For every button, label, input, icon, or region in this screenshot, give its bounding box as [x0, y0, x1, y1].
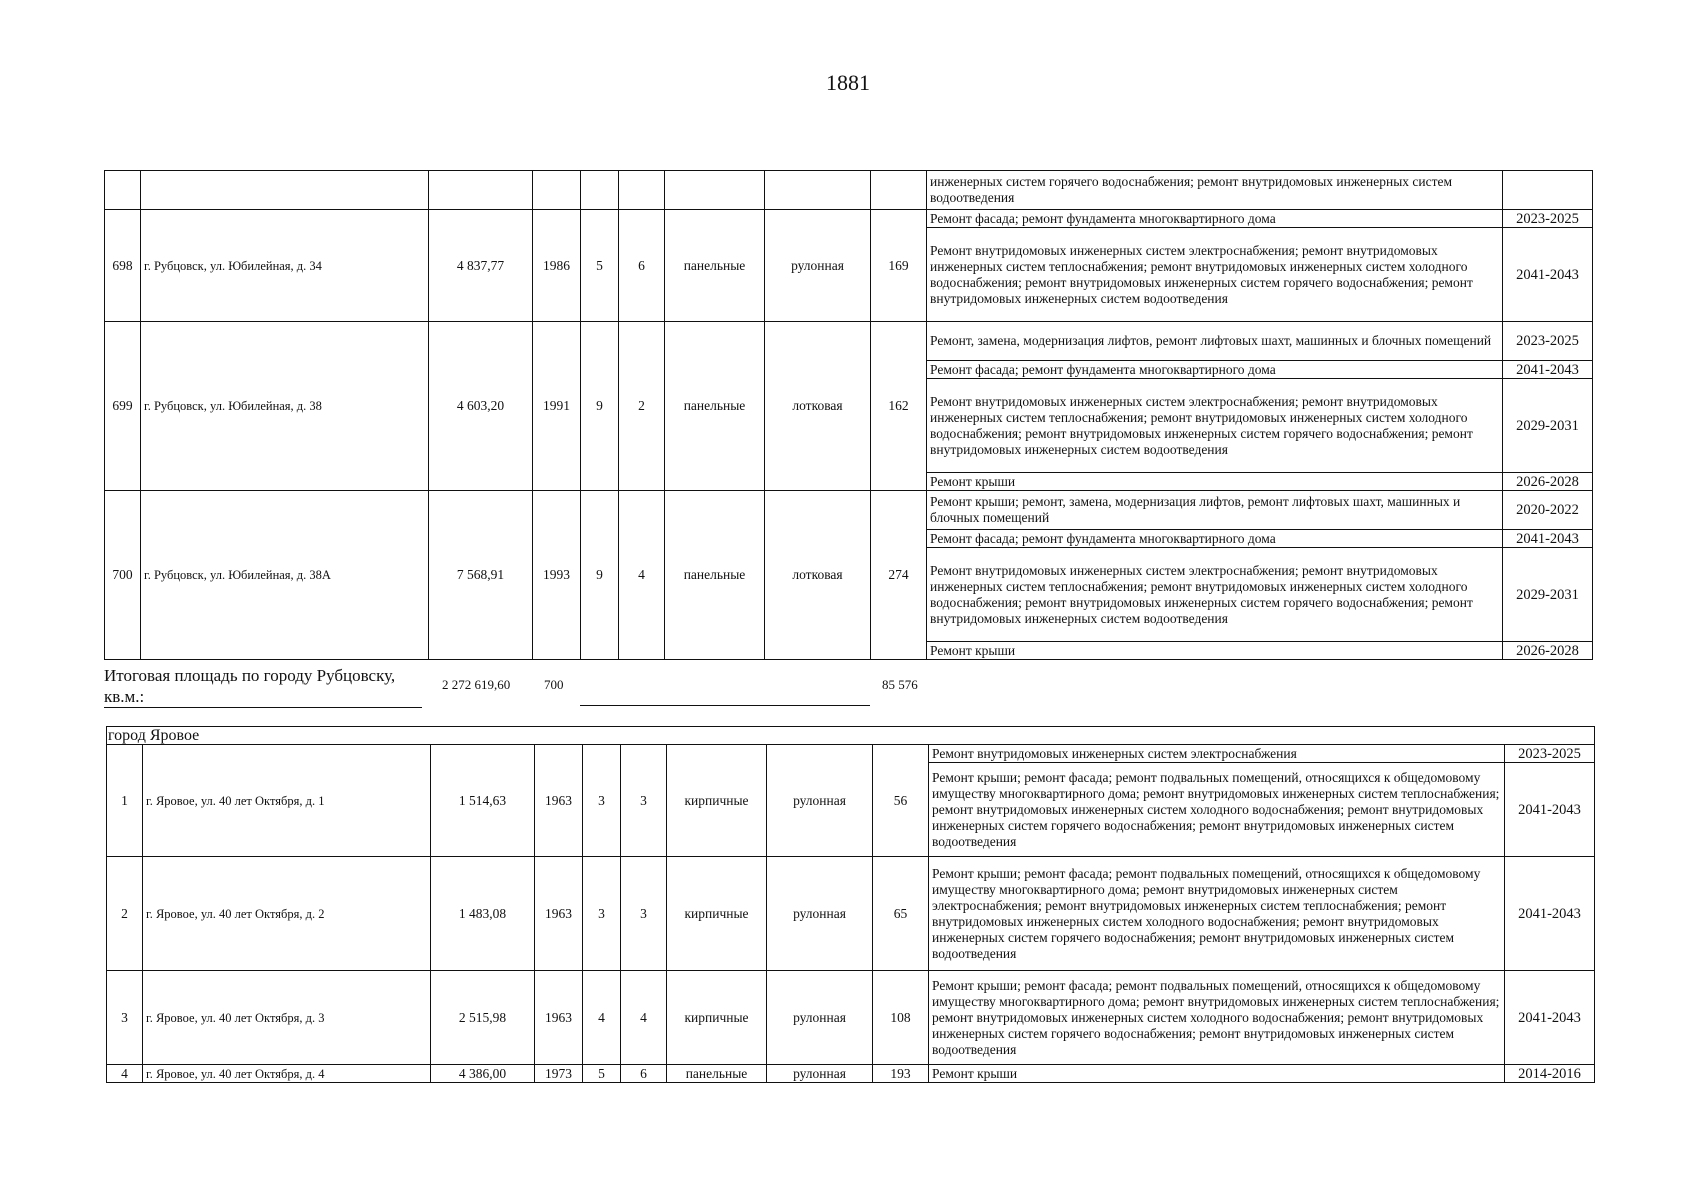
- work-years: 2020-2022: [1503, 491, 1593, 530]
- work-years: 2041-2043: [1505, 971, 1595, 1065]
- work-description: Ремонт фасада; ремонт фундамента многоквартирного дома: [927, 530, 1503, 548]
- work-years: 2023-2025: [1503, 322, 1593, 361]
- table-row: [105, 491, 1593, 530]
- address-cell: г. Яровое, ул. 40 лет Октября, д. 1: [143, 745, 431, 857]
- cell-empty: [665, 171, 765, 210]
- area-cell: 1 514,63: [431, 745, 535, 857]
- work-description: Ремонт внутридомовых инженерных систем электроснабжения; ремонт внутридомовых инженерных систем теплоснабжения; ремонт внутридомовых инженерных систем холодного водоснабжения; ремонт внутридомовых инженерных систем горячего водоснабжения; ремонт внутридомовых инженерных систем водоотведения: [927, 379, 1503, 473]
- work-years: 2041-2043: [1503, 530, 1593, 548]
- summary-label: Итоговая площадь по городу Рубцовску, кв.м.:: [104, 665, 422, 708]
- work-years: [1503, 171, 1593, 210]
- work-description: Ремонт фасада; ремонт фундамента многоквартирного дома: [927, 210, 1503, 228]
- floors-cell: 9: [581, 322, 619, 491]
- entrances-cell: 3: [621, 745, 667, 857]
- floors-cell: 4: [583, 971, 621, 1065]
- roof-type-cell: рулонная: [765, 210, 871, 322]
- year-built-cell: 1991: [533, 322, 581, 491]
- floors-cell: 5: [583, 1065, 621, 1083]
- row-number: 700: [105, 491, 141, 660]
- area-cell: 4 386,00: [431, 1065, 535, 1083]
- year-built-cell: 1963: [535, 745, 583, 857]
- work-years: 2023-2025: [1503, 210, 1593, 228]
- entrances-cell: 2: [619, 322, 665, 491]
- table-row: [105, 322, 1593, 361]
- address-cell: г. Рубцовск, ул. Юбилейная, д. 38: [141, 322, 429, 491]
- work-description: Ремонт фасада; ремонт фундамента многоквартирного дома: [927, 361, 1503, 379]
- work-description: Ремонт крыши; ремонт фасада; ремонт подвальных помещений, относящихся к общедомовому имуществу многоквартирного дома; ремонт внутридомовых инженерных систем теплоснабжения; ремонт внутридомовых инженерных систем холодного водоснабжения; ремонт внутридомовых инженерных систем горячего водоснабжения; ремонт внутридомовых инженерных систем водоотведения: [929, 763, 1505, 857]
- table-row: [107, 1065, 1595, 1083]
- cell-empty: [141, 171, 429, 210]
- entrances-cell: 6: [619, 210, 665, 322]
- row-number: 2: [107, 857, 143, 971]
- city-title: город Яровое: [107, 727, 1595, 745]
- apartments-cell: 108: [873, 971, 929, 1065]
- address-cell: г. Рубцовск, ул. Юбилейная, д. 38А: [141, 491, 429, 660]
- apartments-cell: 169: [871, 210, 927, 322]
- cell-empty: [533, 171, 581, 210]
- year-built-cell: 1973: [535, 1065, 583, 1083]
- roof-type-cell: рулонная: [767, 971, 873, 1065]
- summary-total-area: 2 272 619,60: [442, 677, 511, 692]
- work-years: 2014-2016: [1505, 1065, 1595, 1083]
- work-description: Ремонт, замена, модернизация лифтов, ремонт лифтовых шахт, машинных и блочных помещений: [927, 322, 1503, 361]
- roof-type-cell: рулонная: [767, 745, 873, 857]
- table-row: [105, 171, 1593, 210]
- table-row: [107, 971, 1595, 1065]
- work-description: Ремонт крыши; ремонт фасада; ремонт подвальных помещений, относящихся к общедомовому имуществу многоквартирного дома; ремонт внутридомовых инженерных систем теплоснабжения; ремонт внутридомовых инженерных систем холодного водоснабжения; ремонт внутридомовых инженерных систем горячего водоснабжения; ремонт внутридомовых инженерных систем водоотведения: [929, 971, 1505, 1065]
- cell-empty: [581, 171, 619, 210]
- area-cell: 1 483,08: [431, 857, 535, 971]
- work-years: 2029-2031: [1503, 379, 1593, 473]
- roof-type-cell: лотковая: [765, 491, 871, 660]
- wall-material-cell: панельные: [665, 322, 765, 491]
- address-cell: г. Яровое, ул. 40 лет Октября, д. 3: [143, 971, 431, 1065]
- table-row: [107, 745, 1595, 763]
- roof-type-cell: лотковая: [765, 322, 871, 491]
- page-number: 1881: [826, 70, 870, 95]
- entrances-cell: 4: [621, 971, 667, 1065]
- wall-material-cell: кирпичные: [667, 857, 767, 971]
- floors-cell: 9: [581, 491, 619, 660]
- area-cell: 2 515,98: [431, 971, 535, 1065]
- wall-material-cell: панельные: [665, 491, 765, 660]
- entrances-cell: 3: [621, 857, 667, 971]
- work-years: 2041-2043: [1505, 857, 1595, 971]
- summary-total-count: 700: [544, 677, 564, 692]
- year-built-cell: 1963: [535, 971, 583, 1065]
- address-cell: г. Яровое, ул. 40 лет Октября, д. 2: [143, 857, 431, 971]
- apartments-cell: 162: [871, 322, 927, 491]
- cell-empty: [429, 171, 533, 210]
- cell-empty: [105, 171, 141, 210]
- apartments-cell: 65: [873, 857, 929, 971]
- address-cell: г. Рубцовск, ул. Юбилейная, д. 34: [141, 210, 429, 322]
- work-description: Ремонт крыши; ремонт, замена, модернизация лифтов, ремонт лифтовых шахт, машинных и блочных помещений: [927, 491, 1503, 530]
- yarovoe-table: [106, 726, 1595, 1083]
- year-built-cell: 1963: [535, 857, 583, 971]
- apartments-cell: 56: [873, 745, 929, 857]
- cell-empty: [871, 171, 927, 210]
- work-description: Ремонт внутридомовых инженерных систем электроснабжения; ремонт внутридомовых инженерных систем теплоснабжения; ремонт внутридомовых инженерных систем холодного водоснабжения; ремонт внутридомовых инженерных систем горячего водоснабжения; ремонт внутридомовых инженерных систем водоотведения: [927, 228, 1503, 322]
- work-description: Ремонт крыши; ремонт фасада; ремонт подвальных помещений, относящихся к общедомовому имуществу многоквартирного дома; ремонт внутридомовых инженерных систем электроснабжения; ремонт внутридомовых инженерных систем теплоснабжения; ремонт внутридомовых инженерных систем холодного водоснабжения; ремонт внутридомовых инженерных систем горячего водоснабжения; ремонт внутридомовых инженерных систем водоотведения: [929, 857, 1505, 971]
- row-number: 4: [107, 1065, 143, 1083]
- year-built-cell: 1986: [533, 210, 581, 322]
- address-cell: г. Яровое, ул. 40 лет Октября, д. 4: [143, 1065, 431, 1083]
- work-description: Ремонт крыши: [927, 642, 1503, 660]
- wall-material-cell: панельные: [665, 210, 765, 322]
- city-header-row: [107, 727, 1595, 745]
- cell-empty: [765, 171, 871, 210]
- area-cell: 7 568,91: [429, 491, 533, 660]
- table-row: [105, 210, 1593, 228]
- work-description: инженерных систем горячего водоснабжения; ремонт внутридомовых инженерных систем водоотведения: [927, 171, 1503, 210]
- area-cell: 4 837,77: [429, 210, 533, 322]
- floors-cell: 5: [581, 210, 619, 322]
- summary-total-apartments: 85 576: [882, 677, 918, 692]
- area-cell: 4 603,20: [429, 322, 533, 491]
- work-description: Ремонт внутридомовых инженерных систем электроснабжения: [929, 745, 1505, 763]
- wall-material-cell: панельные: [667, 1065, 767, 1083]
- cell-empty: [619, 171, 665, 210]
- roof-type-cell: рулонная: [767, 857, 873, 971]
- wall-material-cell: кирпичные: [667, 745, 767, 857]
- work-years: 2041-2043: [1505, 763, 1595, 857]
- apartments-cell: 274: [871, 491, 927, 660]
- work-years: 2026-2028: [1503, 473, 1593, 491]
- work-years: 2029-2031: [1503, 548, 1593, 642]
- row-number: 3: [107, 971, 143, 1065]
- work-years: 2041-2043: [1503, 228, 1593, 322]
- floors-cell: 3: [583, 745, 621, 857]
- work-years: 2023-2025: [1505, 745, 1595, 763]
- wall-material-cell: кирпичные: [667, 971, 767, 1065]
- work-description: Ремонт внутридомовых инженерных систем электроснабжения; ремонт внутридомовых инженерных систем теплоснабжения; ремонт внутридомовых инженерных систем холодного водоснабжения; ремонт внутридомовых инженерных систем горячего водоснабжения; ремонт внутридомовых инженерных систем водоотведения: [927, 548, 1503, 642]
- table-row: [107, 857, 1595, 971]
- work-description: Ремонт крыши: [927, 473, 1503, 491]
- work-years: 2026-2028: [1503, 642, 1593, 660]
- row-number: 698: [105, 210, 141, 322]
- row-number: 1: [107, 745, 143, 857]
- row-number: 699: [105, 322, 141, 491]
- rubtsovsk-table: [104, 170, 1593, 660]
- work-description: Ремонт крыши: [929, 1065, 1505, 1083]
- entrances-cell: 4: [619, 491, 665, 660]
- floors-cell: 3: [583, 857, 621, 971]
- summary-underline: [580, 705, 870, 706]
- entrances-cell: 6: [621, 1065, 667, 1083]
- year-built-cell: 1993: [533, 491, 581, 660]
- roof-type-cell: рулонная: [767, 1065, 873, 1083]
- apartments-cell: 193: [873, 1065, 929, 1083]
- city-summary: [104, 665, 924, 709]
- work-years: 2041-2043: [1503, 361, 1593, 379]
